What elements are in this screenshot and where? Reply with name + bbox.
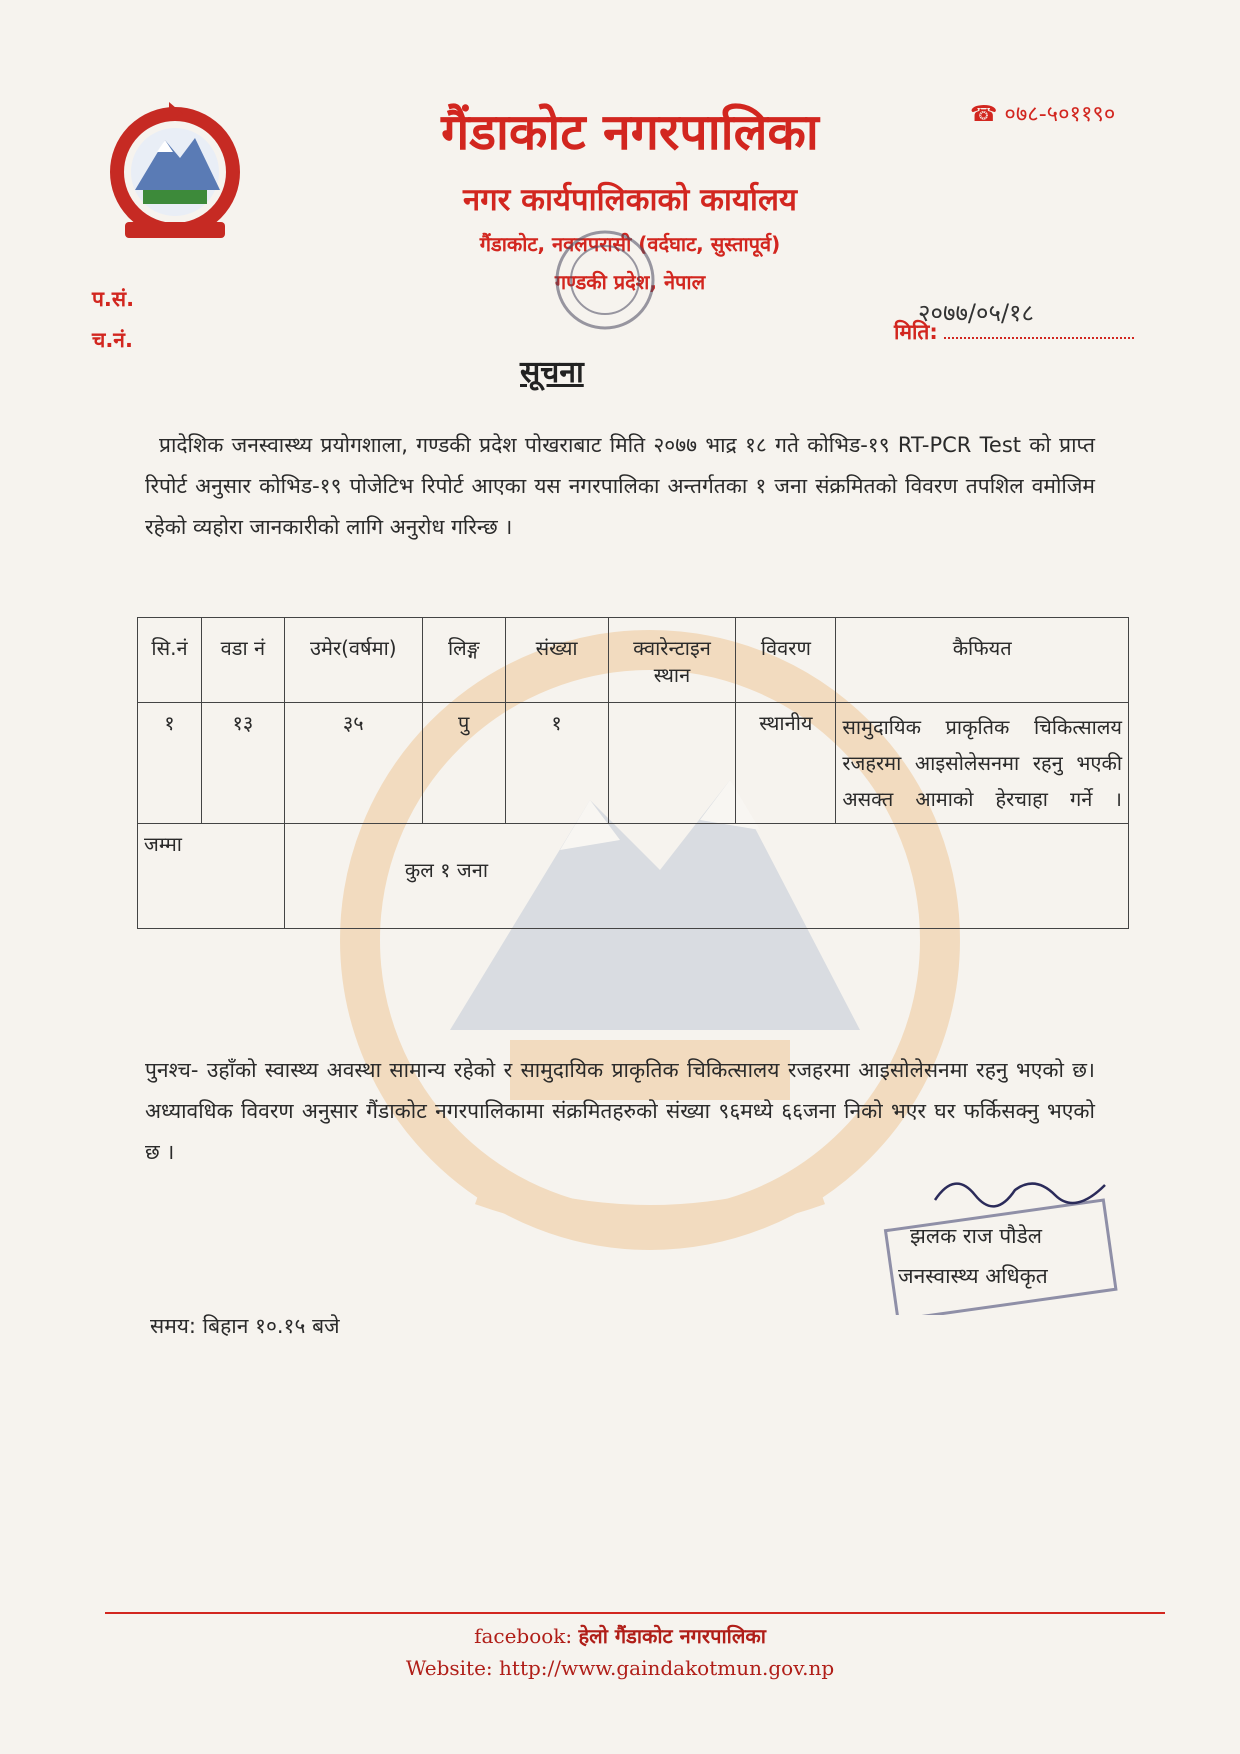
header-remarks: कैफियत: [836, 618, 1129, 703]
cell-count: १: [505, 703, 608, 824]
signer-name: झलक राज पौडेल: [910, 1224, 1043, 1248]
org-name: गैंडाकोट नगरपालिका: [441, 103, 819, 161]
postscript-paragraph: पुनश्च- उहाँको स्वास्थ्य अवस्था सामान्य रहेको र सामुदायिक प्राकृतिक चिकित्सालय रजहरमा आइसोलेसनमा रहनु भएको छ। अध्यावधिक विवरण अनुसार गैंडाकोट नगरपालिकामा संक्रमितहरुको संख्या ९६मध्ये ६६जना निको भएर घर फर्किसक्नु भएको छ ।: [145, 1058, 1095, 1164]
date-label: मिति:: [894, 320, 938, 344]
cell-detail: स्थानीय: [736, 703, 836, 824]
header-quarantine: क्वारेन्टाइन स्थान: [608, 618, 736, 703]
table-total-row: [138, 824, 1129, 929]
office-address: गैंडाकोट, नवलपरासी (वर्दघाट, सुस्तापूर्व): [479, 232, 781, 256]
header-count: संख्या: [505, 618, 608, 703]
footer-divider: [105, 1612, 1165, 1614]
cell-age: ३५: [284, 703, 422, 824]
cell-sn: १: [138, 703, 202, 824]
header-ward: वडा नं: [201, 618, 284, 703]
cell-ward: १३: [201, 703, 284, 824]
phone-value: ०७८-५०११९०: [1004, 102, 1116, 127]
cell-gender: पु: [422, 703, 505, 824]
date-field: [894, 318, 1134, 346]
office-name: नगर कार्यपालिकाको कार्यालय: [463, 182, 797, 218]
signature: [925, 1165, 1125, 1215]
office-province: गण्डकी प्रदेश, नेपाल: [554, 270, 706, 294]
dispatch-number-label: च.नं.: [92, 328, 133, 352]
case-table: [137, 617, 1129, 929]
signer-role: जनस्वास्थ्य अधिकृत: [898, 1264, 1048, 1288]
footer-facebook: [0, 1622, 1240, 1649]
notice-time: समय: बिहान १०.१५ बजे: [150, 1314, 340, 1338]
facebook-page-link[interactable]: हेलो गैंडाकोट नगरपालिका: [578, 1624, 766, 1648]
footer-website-link[interactable]: Website: http://www.gaindakotmun.gov.np: [405, 1656, 835, 1680]
notice-title: सूचना: [520, 355, 584, 390]
table-header-row: [138, 618, 1129, 703]
header-detail: विवरण: [736, 618, 836, 703]
nepal-emblem-icon: [95, 100, 255, 250]
table-row: [138, 703, 1129, 824]
header-age: उमेर(वर्षमा): [284, 618, 422, 703]
office-stamp: [535, 225, 675, 335]
phone-number: [970, 98, 1115, 128]
reference-number-label: प.सं.: [92, 287, 135, 311]
header-gender: लिङ्ग: [422, 618, 505, 703]
date-value: २०७७/०५/१८: [918, 299, 1035, 327]
cell-remarks: सामुदायिक प्राकृतिक चिकित्सालय रजहरमा आइसोलेसनमा रहनु भएकी असक्त आमाको हेरचाहा गर्ने ।: [836, 703, 1129, 824]
facebook-label: facebook:: [474, 1624, 573, 1648]
cell-quarantine: [608, 703, 736, 824]
notice-paragraph: प्रादेशिक जनस्वास्थ्य प्रयोगशाला, गण्डकी प्रदेश पोखराबाट मिति २०७७ भाद्र १८ गते कोभिड-१९ RT-PCR Test को प्राप्त रिपोर्ट अनुसार कोभिड-१९ पोजेटिभ रिपोर्ट आएका यस नगरपालिका अन्तर्गतका १ जना संक्रमितको विवरण तपशिल वमोजिम रहेको व्यहोरा जानकारीको लागि अनुरोध गरिन्छ ।: [145, 433, 1095, 539]
total-value: कुल १ जना: [284, 824, 1128, 929]
header-sn: सि.नं: [138, 618, 202, 703]
total-label: जम्मा: [138, 824, 285, 929]
date-dotted-line: [944, 321, 1134, 339]
phone-icon: ☎: [970, 102, 998, 127]
